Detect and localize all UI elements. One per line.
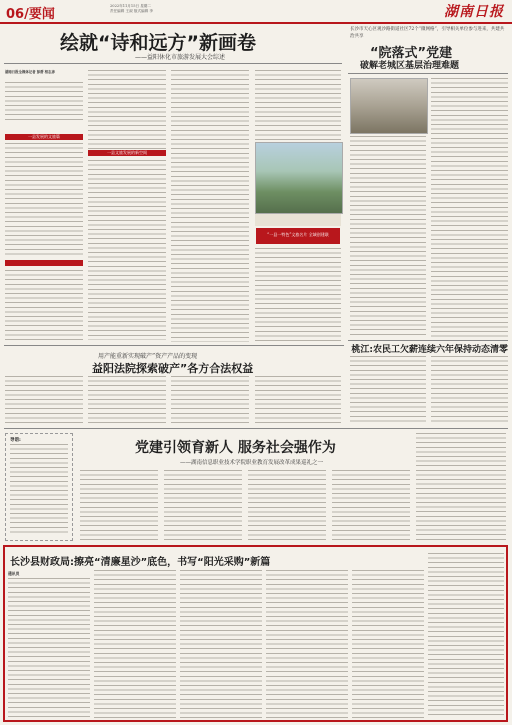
masthead xyxy=(0,0,512,24)
party-title: 党建引领育新人 服务社会强作为 xyxy=(135,440,336,456)
sidebar-body xyxy=(10,444,68,536)
mid-body-col3 xyxy=(171,376,249,424)
divider xyxy=(348,73,508,74)
mid-title: 益阳法院探索破产”各方合法权益 xyxy=(92,362,254,375)
header-meta xyxy=(110,4,230,14)
mid-body-col2 xyxy=(88,376,166,424)
newspaper-logo: 湖南日报 xyxy=(444,4,504,20)
right-mid-col2 xyxy=(431,356,508,424)
box-heading-2: 一县文旅发展的新空间 xyxy=(107,150,147,155)
bottom-body-col5 xyxy=(352,570,424,718)
party-body-col2 xyxy=(164,470,242,542)
lead-body-col2a xyxy=(88,70,166,150)
mid-body-col4 xyxy=(255,376,341,424)
right-subtitle: 破解老城区基层治理难题 xyxy=(360,61,460,71)
box-heading-bar xyxy=(5,260,83,266)
callout-text: “一县一特色”文旅名片 全域创建联 xyxy=(267,232,329,237)
bottom-body-col6 xyxy=(428,553,504,718)
lead-title: 绘就“诗和远方”新画卷 xyxy=(60,32,256,54)
right-mid-title: 桃江:农民工欠薪连续六年保持动态清零 xyxy=(351,345,508,355)
party-body-col3 xyxy=(248,470,326,542)
community-photo xyxy=(350,78,428,134)
party-body-col4 xyxy=(332,470,410,542)
bottom-body-col3 xyxy=(180,570,262,718)
lead-body-col1b xyxy=(5,143,83,258)
divider xyxy=(4,63,342,64)
lead-body-col2b xyxy=(88,160,166,340)
scenic-photo xyxy=(255,142,343,214)
divider xyxy=(4,428,508,429)
lead-body-col3 xyxy=(171,70,249,342)
bottom-body-col2 xyxy=(94,570,176,718)
sidebar-heading: 导语: xyxy=(10,438,21,443)
right-title: “院落式”党建 xyxy=(370,46,453,61)
party-subtitle: ——湖南信息职业技术学院职业教育发展改革成果巡礼之一 xyxy=(180,460,324,466)
party-body-col1 xyxy=(80,470,158,542)
bottom-title: 长沙县财政局:擦亮“清廉星沙”底色，书写“阳光采购”新篇 xyxy=(10,557,271,568)
right-body-col1 xyxy=(350,136,426,338)
lead-subtitle: ——益阳休化市旅游发展大会综述 xyxy=(134,54,225,61)
header-editors: 责任编辑 王淑 版式编辑 李 xyxy=(110,9,153,13)
lead-body-col1a xyxy=(5,82,83,122)
lead-body-col1c xyxy=(5,270,83,340)
bottom-body-col4 xyxy=(266,570,348,718)
bottom-byline: 通讯员 xyxy=(8,571,20,576)
page-number: 06/要闻 xyxy=(6,7,55,22)
lead-byline: 湖南日报全媒体记者 彭帮 相志彦 xyxy=(5,70,55,74)
lead-body-col4a xyxy=(255,70,341,140)
right-body-col2 xyxy=(431,78,508,338)
mid-body-col1 xyxy=(5,376,83,424)
right-mid-col1 xyxy=(350,356,426,424)
mid-kicker: 用产能重新实现破产”资产产品的变现 xyxy=(98,353,198,360)
lead-body-col4b xyxy=(255,248,341,342)
header-date: 2022年11月15日 星期二 xyxy=(110,4,151,8)
box-heading-1: 一县发展的文旅篇 xyxy=(28,134,60,139)
bottom-body-col1 xyxy=(8,578,90,718)
party-body-col5 xyxy=(416,433,506,542)
divider xyxy=(348,340,508,341)
photo-caption-box xyxy=(255,214,341,226)
right-kicker: 长沙市天心区观沙路街道社区72个“微网格”，引导相关单位参与进来，共建共治共享 xyxy=(350,27,505,39)
